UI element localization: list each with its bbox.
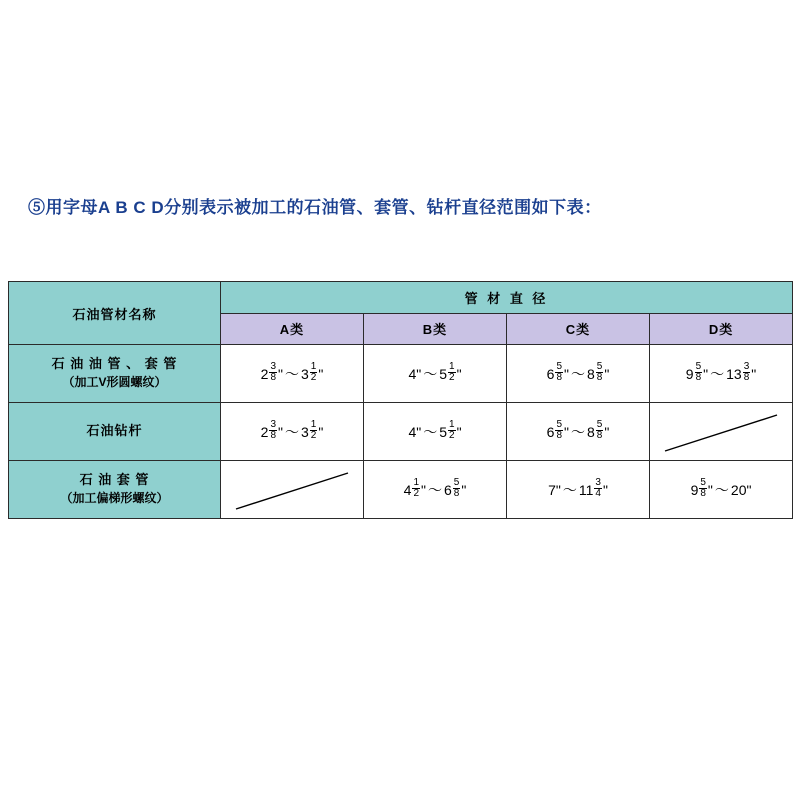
cell-r1-c3 [650, 403, 793, 461]
header-class-b: B类 [364, 313, 507, 345]
cell-r2-c3 [650, 461, 793, 519]
table-row [9, 461, 793, 519]
value-range: 4 $\frac{1}{2}$ " ～ 6 $\frac{5}{8}$ " [403, 476, 467, 499]
header-class-a: A类 [221, 313, 364, 345]
value-range: 2 $\frac{3}{8}$ " ～ 3 $\frac{1}{2}$ " [260, 360, 324, 383]
header-class-d: D类 [650, 313, 793, 345]
spec-table-container [8, 281, 792, 519]
row-header-main: 石油钻杆 [86, 423, 143, 439]
cell-r0-c2 [507, 345, 650, 403]
cell-r0-c3 [650, 345, 793, 403]
header-pipe-diameter: 管 材 直 径 [221, 282, 793, 314]
row-header-casing [9, 461, 221, 519]
row-header-main: 石 油 套 管 [79, 472, 150, 488]
table-header-row-1 [9, 282, 793, 314]
cell-r0-c0 [221, 345, 364, 403]
header-pipe-name: 石油管材名称 [9, 282, 221, 345]
cell-r1-c1 [364, 403, 507, 461]
cell-r1-c2 [507, 403, 650, 461]
row-header-drill-pipe [9, 403, 221, 461]
row-header-main: 石 油 油 管 、 套 管 [51, 356, 178, 372]
cell-r2-c0 [221, 461, 364, 519]
value-range: 9 $\frac{5}{8}$ " ～ 13 $\frac{3}{8}$ " [685, 360, 757, 383]
value-range: 9 $\frac{5}{8}$ " ～ 20" [690, 476, 752, 499]
table-row [9, 403, 793, 461]
value-range: 7" ～ 11 $\frac{3}{4}$ " [548, 476, 608, 499]
intro-paragraph: ⑤用字母A B C D分别表示被加工的石油管、套管、钻杆直径范围如下表： [28, 198, 602, 217]
row-header-sub: （加工V形圆螺纹） [62, 375, 167, 390]
pipe-diameter-table [8, 281, 793, 519]
diagonal-line [222, 464, 362, 516]
value-range: 6 $\frac{5}{8}$ " ～ 8 $\frac{5}{8}$ " [546, 360, 610, 383]
cell-r1-c0 [221, 403, 364, 461]
value-range: 2 $\frac{3}{8}$ " ～ 3 $\frac{1}{2}$ " [260, 418, 324, 441]
header-class-c: C类 [507, 313, 650, 345]
row-header-tubing-casing [9, 345, 221, 403]
cell-r2-c1 [364, 461, 507, 519]
row-header-sub: （加工偏梯形螺纹） [60, 491, 169, 506]
cell-r2-c2 [507, 461, 650, 519]
value-range: 4" ～ 5 $\frac{1}{2}$ " [408, 418, 462, 441]
cell-r0-c1 [364, 345, 507, 403]
table-row [9, 345, 793, 403]
value-range: 4" ～ 5 $\frac{1}{2}$ " [408, 360, 462, 383]
diagonal-line [651, 406, 791, 458]
value-range: 6 $\frac{5}{8}$ " ～ 8 $\frac{5}{8}$ " [546, 418, 610, 441]
